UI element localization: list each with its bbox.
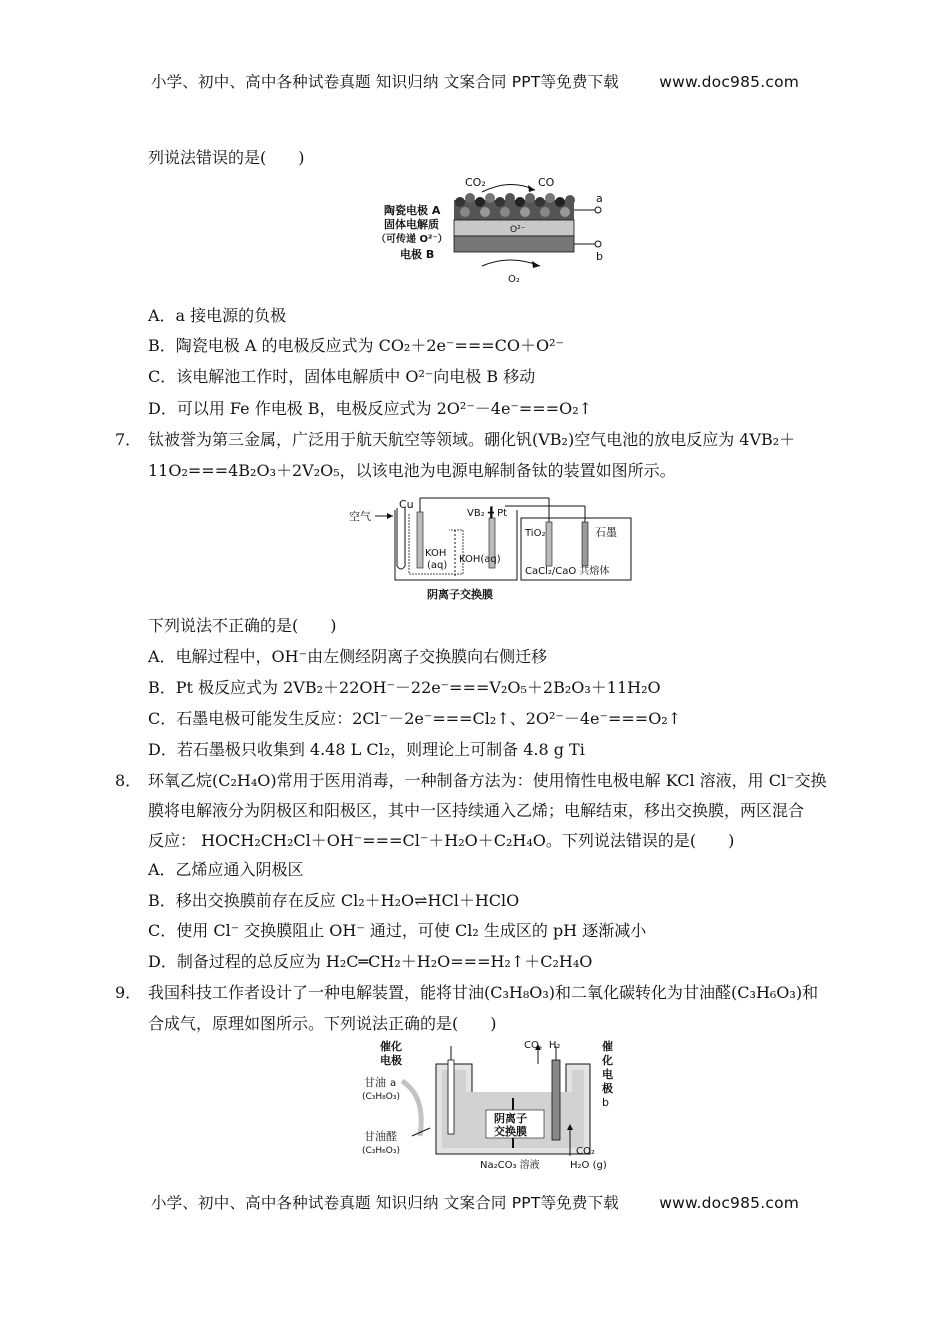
q9-fig-cat-b-4: 极 bbox=[602, 1082, 613, 1095]
q6-option-d: D．可以用 Fe 作电极 B，电极反应式为 2O²⁻－4e⁻===O₂↑ bbox=[148, 399, 593, 418]
q6-option-c: C．该电解池工作时，固体电解质中 O²⁻向电极 B 移动 bbox=[148, 367, 536, 386]
q9-fig-solution: Na₂CO₃ 溶液 bbox=[480, 1160, 540, 1171]
q9-fig-term-b: b bbox=[602, 1096, 609, 1109]
q6-fig-o2: O₂ bbox=[508, 274, 520, 285]
q6-option-b: B．陶瓷电极 A 的电极反应式为 CO₂＋2e⁻===CO＋O²⁻ bbox=[148, 336, 564, 355]
page-header bbox=[0, 70, 950, 92]
header-url[interactable]: www.doc985.com bbox=[659, 73, 800, 91]
footer-text: 小学、初中、高中各种试卷真题 知识归纳 文案合同 PPT等免费下载 bbox=[150, 1194, 619, 1212]
q9-fig-glyceraldehyde: 甘油醛 bbox=[364, 1130, 397, 1143]
q7-fig-koh-right: KOH(aq) bbox=[459, 554, 501, 565]
q7-stem-1: 钛被誉为第三金属，广泛用于航天航空等领域。硼化钒(VB₂)空气电池的放电反应为 4VB₂＋ bbox=[148, 430, 796, 449]
q7-fig-graphite: 石墨 bbox=[595, 526, 617, 539]
q7-question: 下列说法不正确的是( ) bbox=[148, 616, 337, 635]
q7-fig-membrane: 阴离子交换膜 bbox=[427, 588, 493, 601]
q6-fig-term-b: b bbox=[596, 250, 603, 263]
q8-stem-1: 环氧乙烷(C₂H₄O)常用于医用消毒，一种制备方法为：使用惰性电极电解 KCl 溶液，用 Cl⁻交换 bbox=[148, 771, 827, 790]
q9-fig-glyceraldehyde-f: (C₃H₆O₃) bbox=[362, 1146, 400, 1156]
q7-fig-koh-left-1: KOH bbox=[425, 548, 447, 559]
q9-stem-1: 我国科技工作者设计了一种电解装置，能将甘油(C₃H₈O₃)和二氧化碳转化为甘油醛(C₃H₆O₃)和 bbox=[148, 983, 819, 1002]
q7-fig-tio2: TiO₂ bbox=[525, 528, 546, 539]
q6-figure bbox=[370, 170, 650, 290]
q6-fig-label-b: 电极 B bbox=[400, 248, 435, 261]
q6-fig-label-electrolyte: 固体电解质 bbox=[384, 218, 439, 231]
q7-fig-cu: Cu bbox=[399, 498, 414, 511]
q8-option-d: D．制备过程的总反应为 H₂C═CH₂＋H₂O===H₂↑＋C₂H₄O bbox=[148, 952, 593, 971]
q9-fig-term-a: a bbox=[390, 1078, 397, 1089]
q9-fig-h2o: H₂O (g) bbox=[570, 1160, 607, 1171]
q6-stem: 列说法错误的是( ) bbox=[148, 148, 305, 167]
q6-fig-co2: CO₂ bbox=[465, 176, 486, 189]
q9-fig-membrane-2: 交换膜 bbox=[494, 1125, 527, 1138]
q9-fig-cat-a-2: 电极 bbox=[380, 1054, 402, 1067]
q9-fig-glycerol-f: (C₃H₈O₃) bbox=[362, 1092, 400, 1102]
q7-option-c: C．石墨电极可能发生反应：2Cl⁻－2e⁻===Cl₂↑、2O²⁻－4e⁻===O₂↑ bbox=[148, 709, 682, 728]
q7-option-a: A．电解过程中，OH⁻由左侧经阴离子交换膜向右侧迁移 bbox=[148, 647, 548, 666]
q9-fig-glycerol: 甘油 bbox=[364, 1076, 386, 1089]
q9-stem-2: 合成气，原理如图所示。下列说法正确的是( ) bbox=[148, 1014, 497, 1033]
q9-fig-membrane-1: 阴离子 bbox=[494, 1112, 527, 1125]
q9-fig-cat-a-1: 催化 bbox=[380, 1040, 402, 1053]
q7-number: 7． bbox=[115, 430, 142, 449]
ceramic-electrode-particles bbox=[454, 193, 575, 220]
q6-fig-o2ion: O²⁻ bbox=[510, 225, 526, 235]
q9-fig-co-h2: CO、H₂ bbox=[524, 1040, 561, 1051]
electrode-b bbox=[454, 236, 574, 252]
q7-fig-melt: CaCl₂/CaO 共熔体 bbox=[525, 566, 610, 577]
q6-fig-label-transfer: （可传递 O²⁻） bbox=[376, 234, 448, 245]
q7-fig-vb2-pt: VB₂ ╋ Pt bbox=[467, 508, 508, 519]
q9-figure bbox=[360, 1036, 640, 1176]
q8-option-a: A．乙烯应通入阴极区 bbox=[148, 860, 304, 879]
q8-option-c: C．使用 Cl⁻ 交换膜阻止 OH⁻ 通过，可使 Cl₂ 生成区的 pH 逐渐减小 bbox=[148, 921, 647, 940]
q6-fig-co: CO bbox=[538, 176, 555, 189]
q7-fig-koh-left-2: (aq) bbox=[427, 560, 448, 571]
q7-option-b: B．Pt 极反应式为 2VB₂＋22OH⁻－22e⁻===V₂O₅＋2B₂O₃＋11H₂O bbox=[148, 678, 661, 697]
header-text: 小学、初中、高中各种试卷真题 知识归纳 文案合同 PPT等免费下载 bbox=[150, 73, 619, 91]
q9-fig-cat-b-1: 催 bbox=[602, 1040, 613, 1053]
q7-fig-air: 空气 bbox=[349, 510, 371, 523]
q7-stem-2: 11O₂===4B₂O₃＋2V₂O₅，以该电池为电源电解制备钛的装置如图所示。 bbox=[148, 461, 676, 480]
q7-figure bbox=[345, 488, 635, 603]
q8-option-b: B．移出交换膜前存在反应 Cl₂＋H₂O⇌HCl＋HClO bbox=[148, 891, 520, 910]
q8-number: 8． bbox=[115, 771, 142, 790]
q6-fig-term-a: a bbox=[596, 192, 603, 205]
footer-url[interactable]: www.doc985.com bbox=[659, 1194, 800, 1212]
q8-stem-3: 反应： HOCH₂CH₂Cl＋OH⁻===Cl⁻＋H₂O＋C₂H₄O。下列说法错误的是( ) bbox=[148, 831, 735, 850]
q6-fig-label-a: 陶瓷电极 A bbox=[384, 204, 441, 217]
page-footer bbox=[0, 1191, 950, 1213]
q9-fig-cat-b-2: 化 bbox=[602, 1054, 613, 1067]
q9-fig-co2: CO₂ bbox=[576, 1146, 595, 1157]
q6-option-a: A．a 接电源的负极 bbox=[148, 306, 287, 325]
q9-fig-cat-b-3: 电 bbox=[602, 1068, 613, 1081]
q9-number: 9． bbox=[115, 983, 142, 1002]
q7-option-d: D．若石墨极只收集到 4.48 L Cl₂，则理论上可制备 4.8 g Ti bbox=[148, 740, 585, 759]
q8-stem-2: 膜将电解液分为阴极区和阳极区，其中一区持续通入乙烯；电解结束，移出交换膜，两区混合 bbox=[148, 801, 805, 820]
